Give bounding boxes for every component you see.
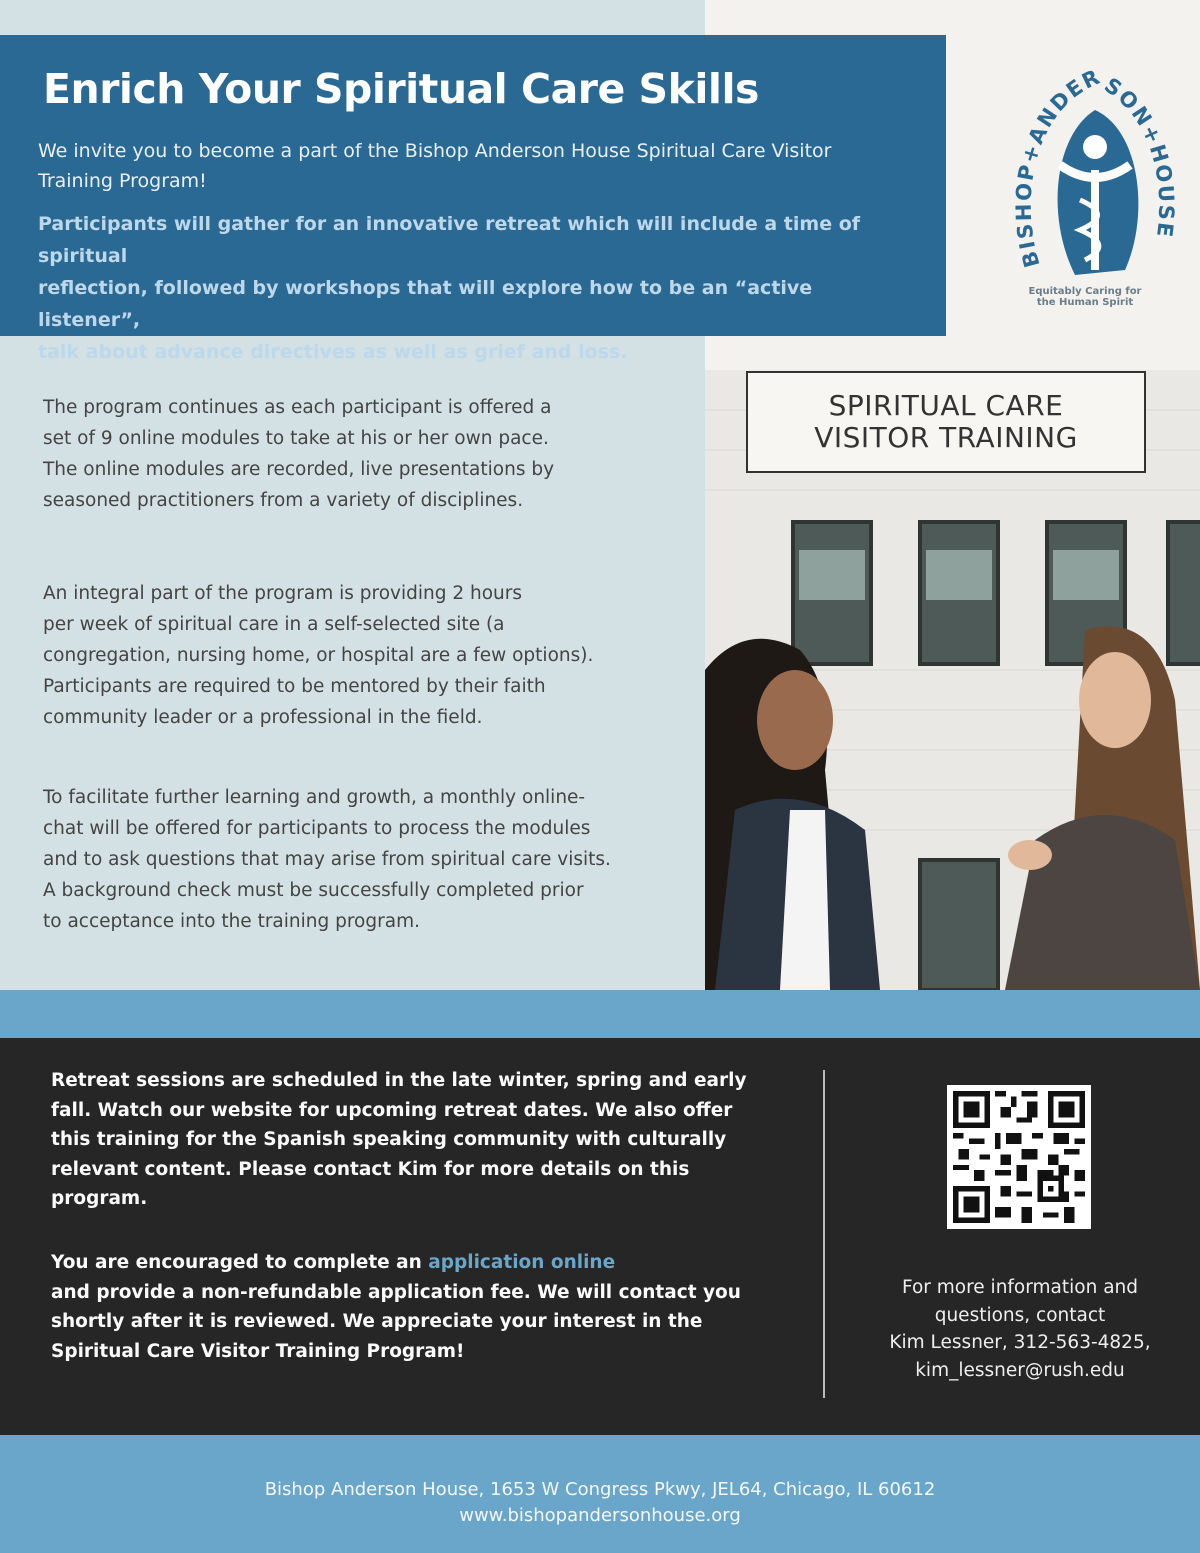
text-line: community leader or a professional in the field.: [43, 707, 483, 728]
text-line: Retreat sessions are scheduled in the late winter, spring and early: [51, 1070, 747, 1091]
contact-line: questions, contact: [934, 1304, 1106, 1326]
logo-ring-text: BISHOP+ANDERSON+HOUSE: [1011, 64, 1179, 271]
text-line: A background check must be successfully completed prior: [43, 880, 584, 901]
text-line: Participants are required to be mentored by their faith: [43, 676, 546, 697]
intro-line: We invite you to become a part of the Bishop Anderson House Spiritual Care Visitor: [38, 140, 832, 163]
text-line: congregation, nursing home, or hospital are a few options).: [43, 645, 594, 666]
integral-paragraph: [43, 578, 683, 733]
footer-address: Bishop Anderson House, 1653 W Congress Pkwy, JEL64, Chicago, IL 60612: [264, 1479, 936, 1500]
footer-website-link[interactable]: www.bishopandersonhouse.org: [459, 1505, 741, 1526]
page-title: Enrich Your Spiritual Care Skills: [43, 65, 759, 113]
training-title-box: [746, 371, 1146, 473]
vertical-divider: [823, 1070, 825, 1398]
text-line: The online modules are recorded, live presentations by: [43, 459, 555, 480]
text-line: seasoned practitioners from a variety of disciplines.: [43, 490, 524, 511]
text-line: Spiritual Care Visitor Training Program!: [51, 1340, 465, 1362]
retreat-line: Participants will gather for an innovative retreat which will include a time of spiritual: [38, 213, 861, 268]
retreat-text: [38, 208, 906, 368]
training-title-line: SPIRITUAL CARE: [828, 389, 1064, 422]
text-line: shortly after it is reviewed. We appreciate your interest in the: [51, 1311, 703, 1332]
qr-code[interactable]: [947, 1085, 1091, 1229]
text-line: The program continues as each participant is offered a: [43, 397, 552, 418]
text-line: and provide a non-refundable application fee. We will contact you: [51, 1281, 741, 1303]
sessions-paragraph: [51, 1066, 771, 1214]
text-line: this training for the Spanish speaking community with culturally: [51, 1129, 727, 1150]
contact-email[interactable]: kim_lessner@rush.edu: [915, 1359, 1125, 1381]
text-line: fall. Watch our website for upcoming retreat dates. We also offer: [51, 1099, 733, 1121]
tagline-line: the Human Spirit: [1036, 297, 1134, 308]
blue-divider-band: [0, 990, 1200, 1038]
text-line: to acceptance into the training program.: [43, 911, 420, 932]
info-section: [0, 1038, 1200, 1435]
contact-line: For more information and: [901, 1277, 1139, 1298]
text-line: relevant content. Please contact Kim for more details on this: [51, 1158, 690, 1180]
tagline-line: Equitably Caring for: [1028, 286, 1142, 297]
text-line: set of 9 online modules to take at his or her own pace.: [43, 428, 549, 449]
apply-line: [51, 1248, 771, 1278]
contact-phone: Kim Lessner, 312-563-4825,: [889, 1332, 1151, 1353]
text-line: and to ask questions that may arise from spiritual care visits.: [43, 849, 611, 870]
logo-tagline: [1000, 286, 1170, 308]
bishop-anderson-house-logo: [1000, 55, 1190, 315]
text-line: An integral part of the program is providing 2 hours: [43, 583, 522, 604]
intro-line: Training Program!: [38, 170, 207, 193]
training-title-line: VISITOR TRAINING: [814, 421, 1078, 454]
program-paragraph: [43, 392, 683, 516]
text-line: per week of spiritual care in a self-selected site (a: [43, 614, 505, 635]
footer: [0, 1435, 1200, 1553]
retreat-line: reflection, followed by workshops that will explore how to be an “active listener”,: [38, 277, 813, 332]
application-online-link[interactable]: application online: [428, 1252, 616, 1273]
text-line: To facilitate further learning and growth, a monthly online-: [43, 787, 586, 808]
header-banner: [0, 35, 946, 364]
apply-prefix: You are encouraged to complete an: [51, 1252, 429, 1273]
intro-text: [38, 136, 906, 196]
text-line: chat will be offered for participants to process the modules: [43, 818, 591, 839]
text-line: program.: [51, 1188, 148, 1209]
retreat-line: talk about advance directives as well as grief and loss.: [38, 341, 628, 364]
logo-head: [1083, 135, 1107, 159]
learning-paragraph: [43, 782, 683, 937]
apply-paragraph: [51, 1248, 771, 1366]
contact-info: [860, 1274, 1180, 1384]
